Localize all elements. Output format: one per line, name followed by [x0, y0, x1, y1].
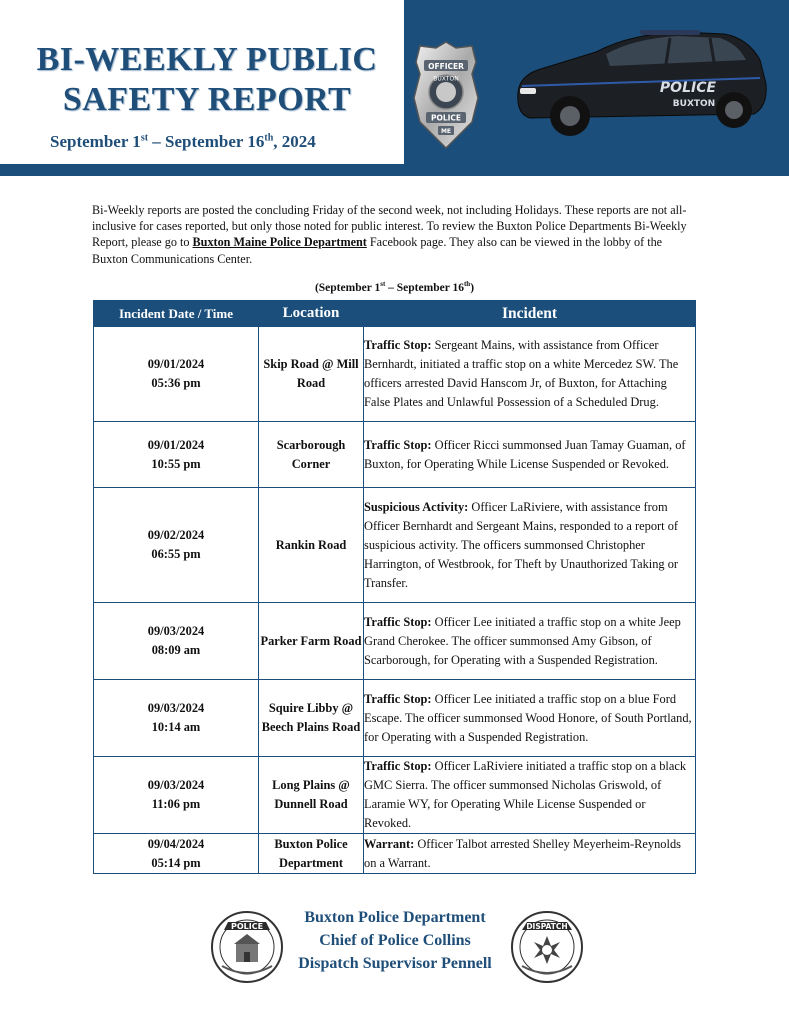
- date-year: , 2024: [273, 132, 316, 151]
- intro-text-before: Bi-Weekly reports are posted the concluding Friday of the second week, not including Holidays. These reports are not all-inclusive for cases reported, but only those noted for public interest. To review the Buxton Police Departments Bi-Weekly Report, please go to: [92, 203, 687, 250]
- incident-type: Traffic Stop:: [364, 437, 432, 452]
- header-incident: Incident: [364, 301, 696, 327]
- incident-text: Officer Lee initiated a traffic stop on a white Jeep Grand Cherokee. The officer summonsed Amy Gibson, of Scarborough, for Operating with a Suspended Registration.: [364, 614, 681, 667]
- table-row: [94, 834, 696, 874]
- footer-chief: Chief of Police Collins: [319, 932, 471, 949]
- incident-text: Officer Talbot arrested Shelley Meyerheim-Reynolds on a Warrant.: [364, 836, 681, 870]
- police-badge-icon: [412, 40, 480, 152]
- incident-date: 09/03/2024: [147, 778, 205, 792]
- police-car-icon: [510, 22, 772, 142]
- incident-date-time: [94, 680, 259, 757]
- dispatch-seal-text: DISPATCH: [526, 922, 568, 931]
- range-end-suffix: th: [463, 280, 471, 288]
- date-start-suffix: st: [140, 132, 149, 144]
- title-line-2: SAFETY REPORT: [62, 81, 352, 118]
- incident-description: [364, 603, 696, 680]
- car-buxton-text: BUXTON: [672, 99, 716, 109]
- footer-signature: [270, 906, 520, 975]
- table-date-range: [0, 280, 789, 294]
- incident-location: Parker Farm Road: [259, 603, 364, 680]
- incident-time: 08:09 am: [151, 643, 201, 657]
- badge-officer-text: OFFICER: [428, 62, 464, 71]
- range-start: (September 1: [314, 281, 381, 294]
- badge-buxton-text: BUXTON: [433, 75, 459, 83]
- title-line-1: BI-WEEKLY PUBLIC: [36, 41, 378, 78]
- incident-time: 10:14 am: [151, 720, 201, 734]
- incident-date-time: [94, 603, 259, 680]
- incident-description: [364, 422, 696, 488]
- incident-location: Scarborough Corner: [259, 422, 364, 488]
- incident-location: Squire Libby @ Beech Plains Road: [259, 680, 364, 757]
- table-row: [94, 488, 696, 603]
- incident-location: Buxton Police Department: [259, 834, 364, 874]
- table-header-row: [94, 301, 696, 327]
- report-date-range: [50, 132, 316, 152]
- incident-time: 05:36 pm: [151, 376, 201, 390]
- incident-location: Rankin Road: [259, 488, 364, 603]
- dispatch-seal-icon: [510, 910, 584, 984]
- incident-type: Traffic Stop:: [364, 759, 432, 773]
- range-start-suffix: st: [380, 280, 386, 288]
- incident-date: 09/02/2024: [147, 528, 205, 542]
- incident-location: Skip Road @ Mill Road: [259, 327, 364, 422]
- incident-date-time: [94, 488, 259, 603]
- incident-date-time: [94, 422, 259, 488]
- incident-text: Sergeant Mains, with assistance from Officer Bernhardt, initiated a traffic stop on a white Mercedez SW. The officers arrested David Hanscom Jr, of Buxton, for Attaching False Plates and Unlawful Possession of a Scheduled Drug.: [364, 338, 679, 409]
- incident-time: 06:55 pm: [151, 547, 201, 561]
- table-row: [94, 603, 696, 680]
- table-row: [94, 757, 696, 834]
- incident-text: Officer Ricci summonsed Juan Tamay Guaman, of Buxton, for Operating While License Suspended or Revoked.: [364, 437, 686, 471]
- footer-department: Buxton Police Department: [304, 909, 486, 926]
- incident-date: 09/01/2024: [147, 437, 205, 452]
- date-start: September 1: [50, 132, 141, 151]
- range-end: – September 16: [385, 281, 464, 294]
- incident-time: 05:14 pm: [151, 855, 201, 870]
- report-title: [22, 40, 392, 120]
- incident-description: [364, 834, 696, 874]
- police-seal-text: POLICE: [230, 922, 264, 931]
- table-row: [94, 422, 696, 488]
- incident-description: [364, 488, 696, 603]
- header-underline-bar: [0, 164, 789, 176]
- footer-dispatch-supervisor: Dispatch Supervisor Pennell: [298, 955, 492, 972]
- incident-date: 09/01/2024: [147, 357, 205, 371]
- incident-description: [364, 327, 696, 422]
- incident-date: 09/04/2024: [147, 836, 205, 851]
- intro-paragraph: [92, 202, 696, 267]
- incident-table: [93, 300, 696, 874]
- incident-type: Traffic Stop:: [364, 614, 432, 629]
- incident-description: [364, 680, 696, 757]
- incident-text: Officer LaRiviere initiated a traffic stop on a black GMC Sierra. The officer summonsed Nicholas Griswold, of Laramie WY, for Operating While License Suspended or Revoked.: [364, 759, 687, 830]
- incident-description: [364, 757, 696, 834]
- car-police-text: POLICE: [659, 80, 717, 96]
- incident-location: Long Plains @ Dunnell Road: [259, 757, 364, 834]
- incident-type: Traffic Stop:: [364, 338, 432, 352]
- incident-date-time: [94, 757, 259, 834]
- date-end-suffix: th: [264, 132, 274, 144]
- intro-text-after: Facebook page. They also can be viewed in the lobby of the Buxton Communications Center.: [92, 235, 663, 266]
- incident-time: 10:55 pm: [151, 456, 201, 471]
- header-location: Location: [259, 301, 364, 327]
- table-row: [94, 680, 696, 757]
- badge-state-text: ME: [440, 128, 452, 135]
- incident-text: Officer LaRiviere, with assistance from Officer Bernhardt and Sergeant Mains, responded to a report of suspicious activity. The officers summonsed Christopher Harrington, of Westbrook, for Theft by Unauthorized Taking or Transfer.: [364, 499, 679, 590]
- incident-type: Traffic Stop:: [364, 691, 432, 706]
- incident-date: 09/03/2024: [147, 624, 205, 638]
- date-end: – September 16: [148, 132, 265, 151]
- incident-type: Suspicious Activity:: [364, 499, 469, 514]
- report-header: [0, 0, 789, 176]
- table-row: [94, 327, 696, 422]
- incident-type: Warrant:: [364, 836, 415, 851]
- range-close: ): [470, 281, 475, 294]
- incident-date-time: [94, 327, 259, 422]
- incident-date-time: [94, 834, 259, 874]
- facebook-page-link[interactable]: Buxton Maine Police Department: [192, 235, 367, 250]
- incident-text: Officer Lee initiated a traffic stop on a blue Ford Escape. The officer summonsed Wood Honore, of South Portland, for Operating with a Suspended Registration.: [364, 691, 692, 744]
- incident-time: 11:06 pm: [151, 797, 201, 811]
- header-date-time: Incident Date / Time: [94, 301, 259, 327]
- badge-police-text: POLICE: [430, 113, 462, 123]
- incident-date: 09/03/2024: [147, 701, 205, 715]
